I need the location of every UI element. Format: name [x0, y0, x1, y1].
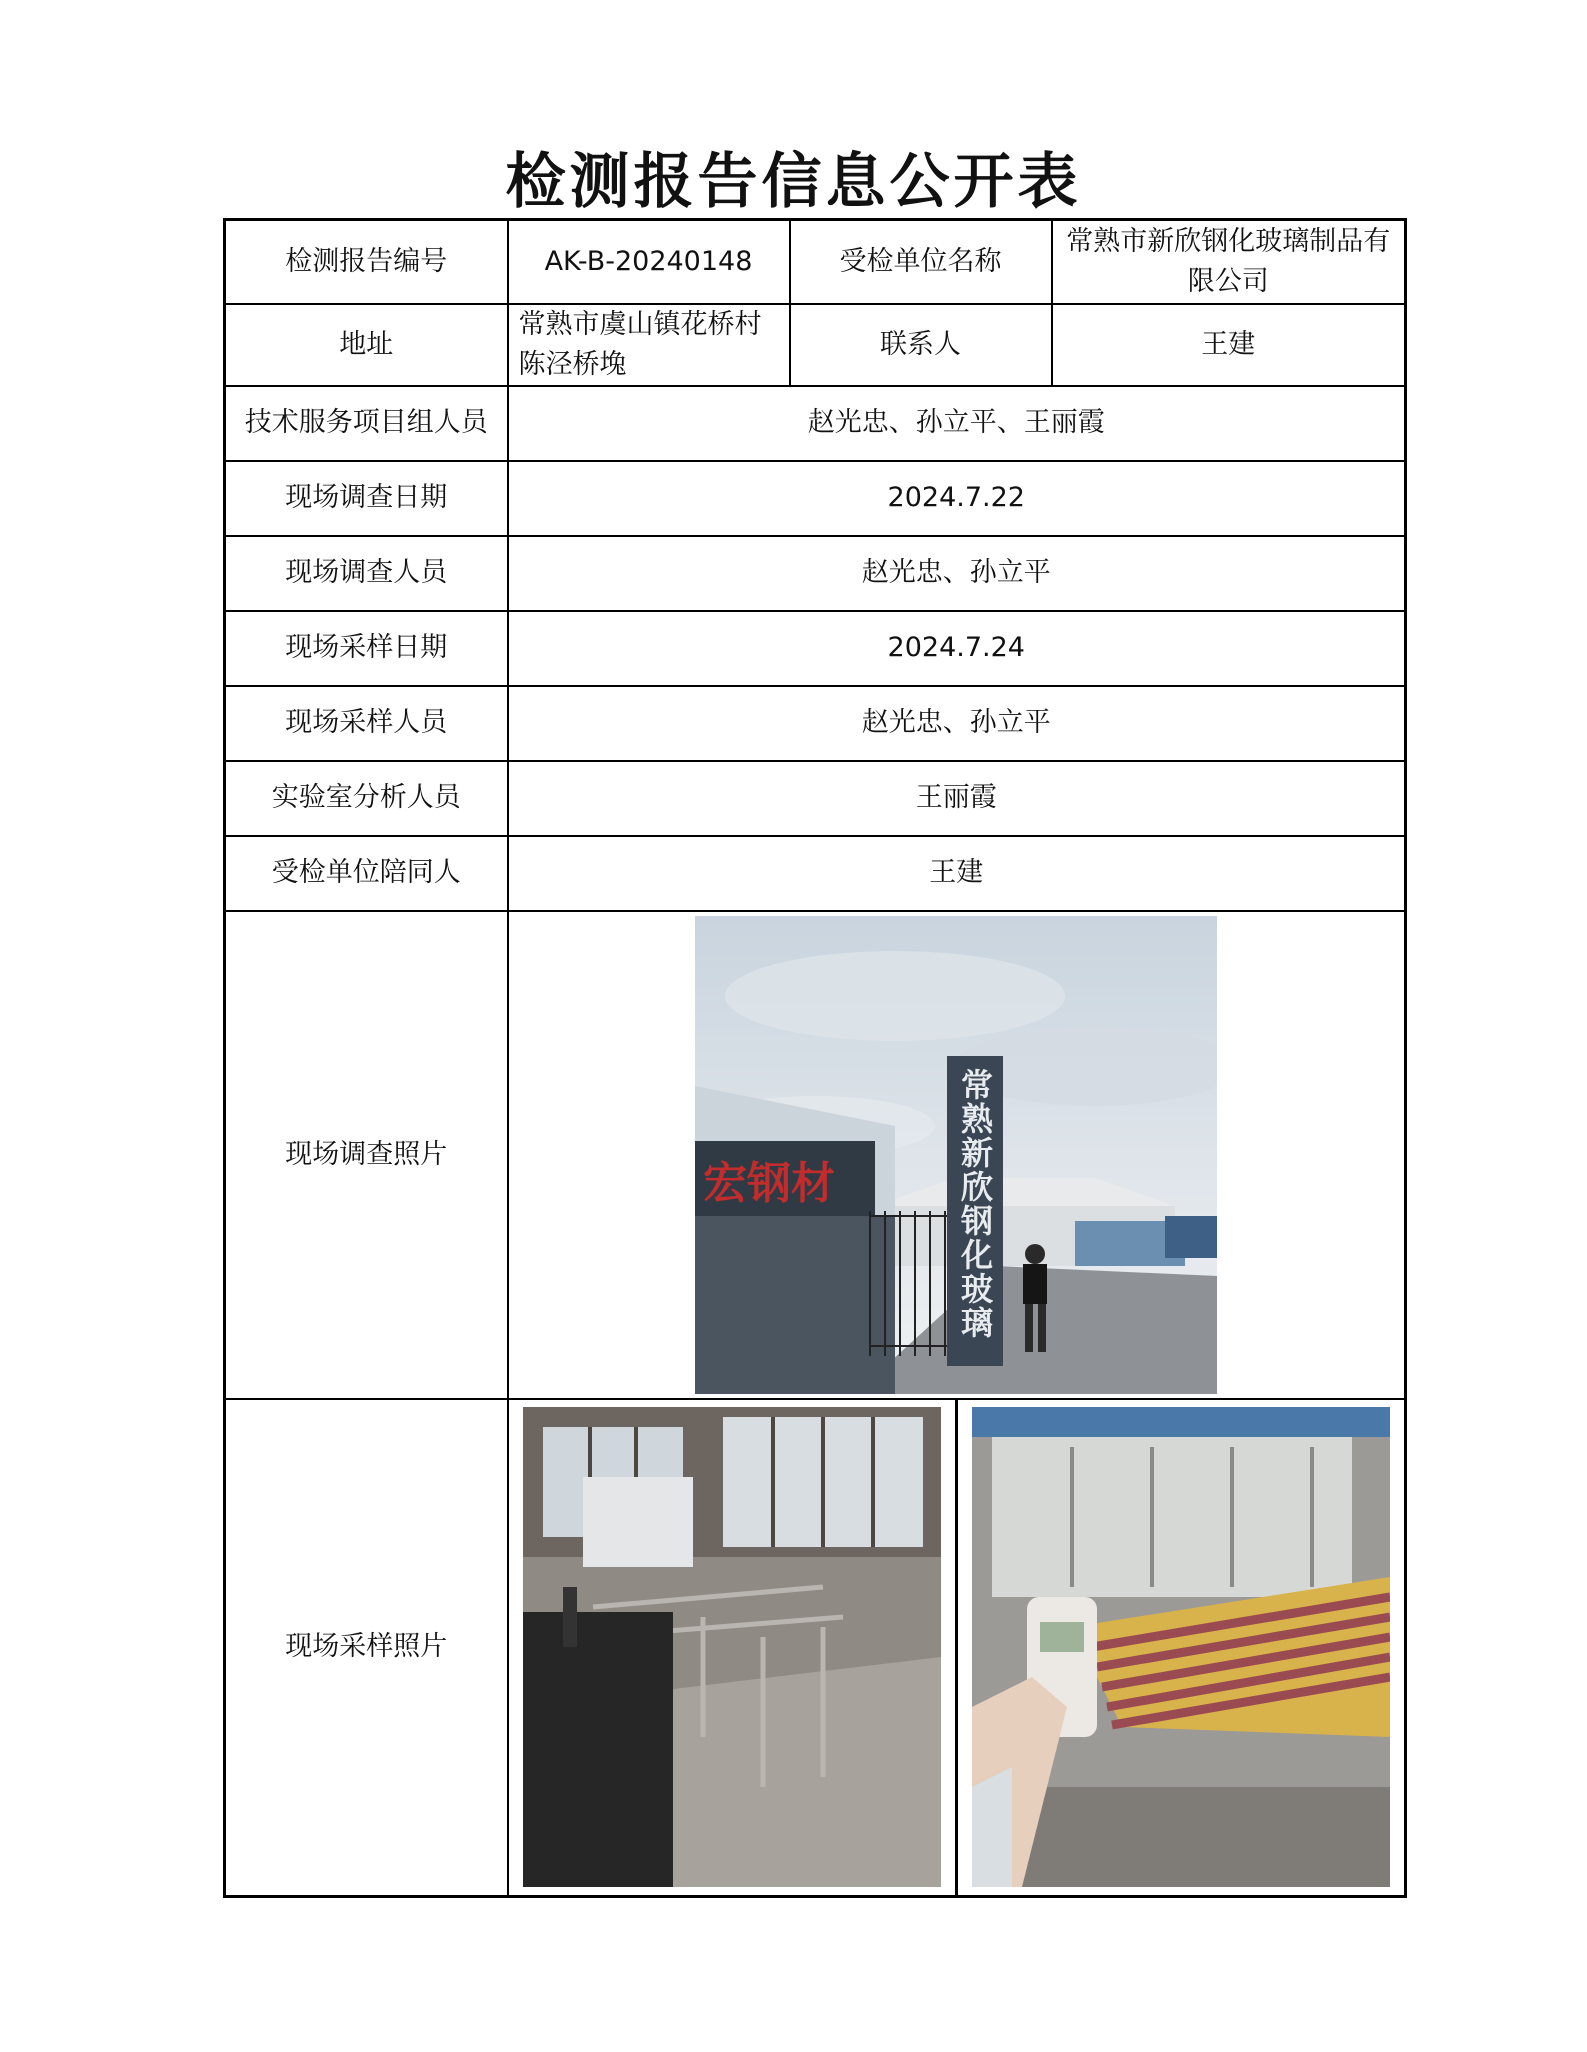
value-lab-staff: 王丽霞 — [508, 761, 1406, 836]
value-inspected-unit: 常熟市新欣钢化玻璃制品有限公司 — [1052, 220, 1406, 304]
pillar-sign-text: 常熟新欣钢化玻璃 — [956, 1067, 995, 1340]
label-sampling-staff: 现场采样人员 — [225, 686, 508, 761]
value-team: 赵光忠、孙立平、王丽霞 — [508, 386, 1406, 461]
value-report-number: AK-B-20240148 — [508, 220, 790, 304]
value-accompanying: 王建 — [508, 836, 1406, 911]
document-title: 检测报告信息公开表 — [505, 147, 1082, 217]
value-address: 常熟市虞山镇花桥村陈泾桥堍 — [508, 304, 790, 386]
label-address: 地址 — [225, 304, 508, 386]
row-survey-staff — [225, 536, 1406, 611]
row-sampling-photo — [225, 1399, 1406, 1897]
value-survey-staff: 赵光忠、孙立平 — [508, 536, 1406, 611]
label-survey-photo: 现场调查照片 — [225, 911, 508, 1399]
sampling-photo-left — [523, 1407, 941, 1887]
label-sampling-photo: 现场采样照片 — [225, 1399, 508, 1897]
row-lab-staff — [225, 761, 1406, 836]
sampling-photo-right — [972, 1407, 1390, 1887]
row-survey-date — [225, 461, 1406, 536]
factory-gate-photo — [695, 916, 1217, 1394]
value-contact: 王建 — [1052, 304, 1406, 386]
label-contact: 联系人 — [790, 304, 1052, 386]
building-sign-text: 宏钢材 — [703, 1157, 836, 1209]
row-address — [225, 304, 1406, 386]
report-table — [223, 218, 1407, 1898]
label-survey-date: 现场调查日期 — [225, 461, 508, 536]
row-survey-photo — [225, 911, 1406, 1399]
label-team: 技术服务项目组人员 — [225, 386, 508, 461]
value-sampling-staff: 赵光忠、孙立平 — [508, 686, 1406, 761]
row-accompanying — [225, 836, 1406, 911]
value-survey-date: 2024.7.22 — [508, 461, 1406, 536]
label-lab-staff: 实验室分析人员 — [225, 761, 508, 836]
label-accompanying: 受检单位陪同人 — [225, 836, 508, 911]
value-sampling-date: 2024.7.24 — [508, 611, 1406, 686]
label-survey-staff: 现场调查人员 — [225, 536, 508, 611]
label-inspected-unit: 受检单位名称 — [790, 220, 1052, 304]
label-sampling-date: 现场采样日期 — [225, 611, 508, 686]
row-sampling-staff — [225, 686, 1406, 761]
survey-photo — [695, 916, 1217, 1394]
row-report-number — [225, 220, 1406, 304]
label-report-number: 检测报告编号 — [225, 220, 508, 304]
row-sampling-date — [225, 611, 1406, 686]
row-team — [225, 386, 1406, 461]
